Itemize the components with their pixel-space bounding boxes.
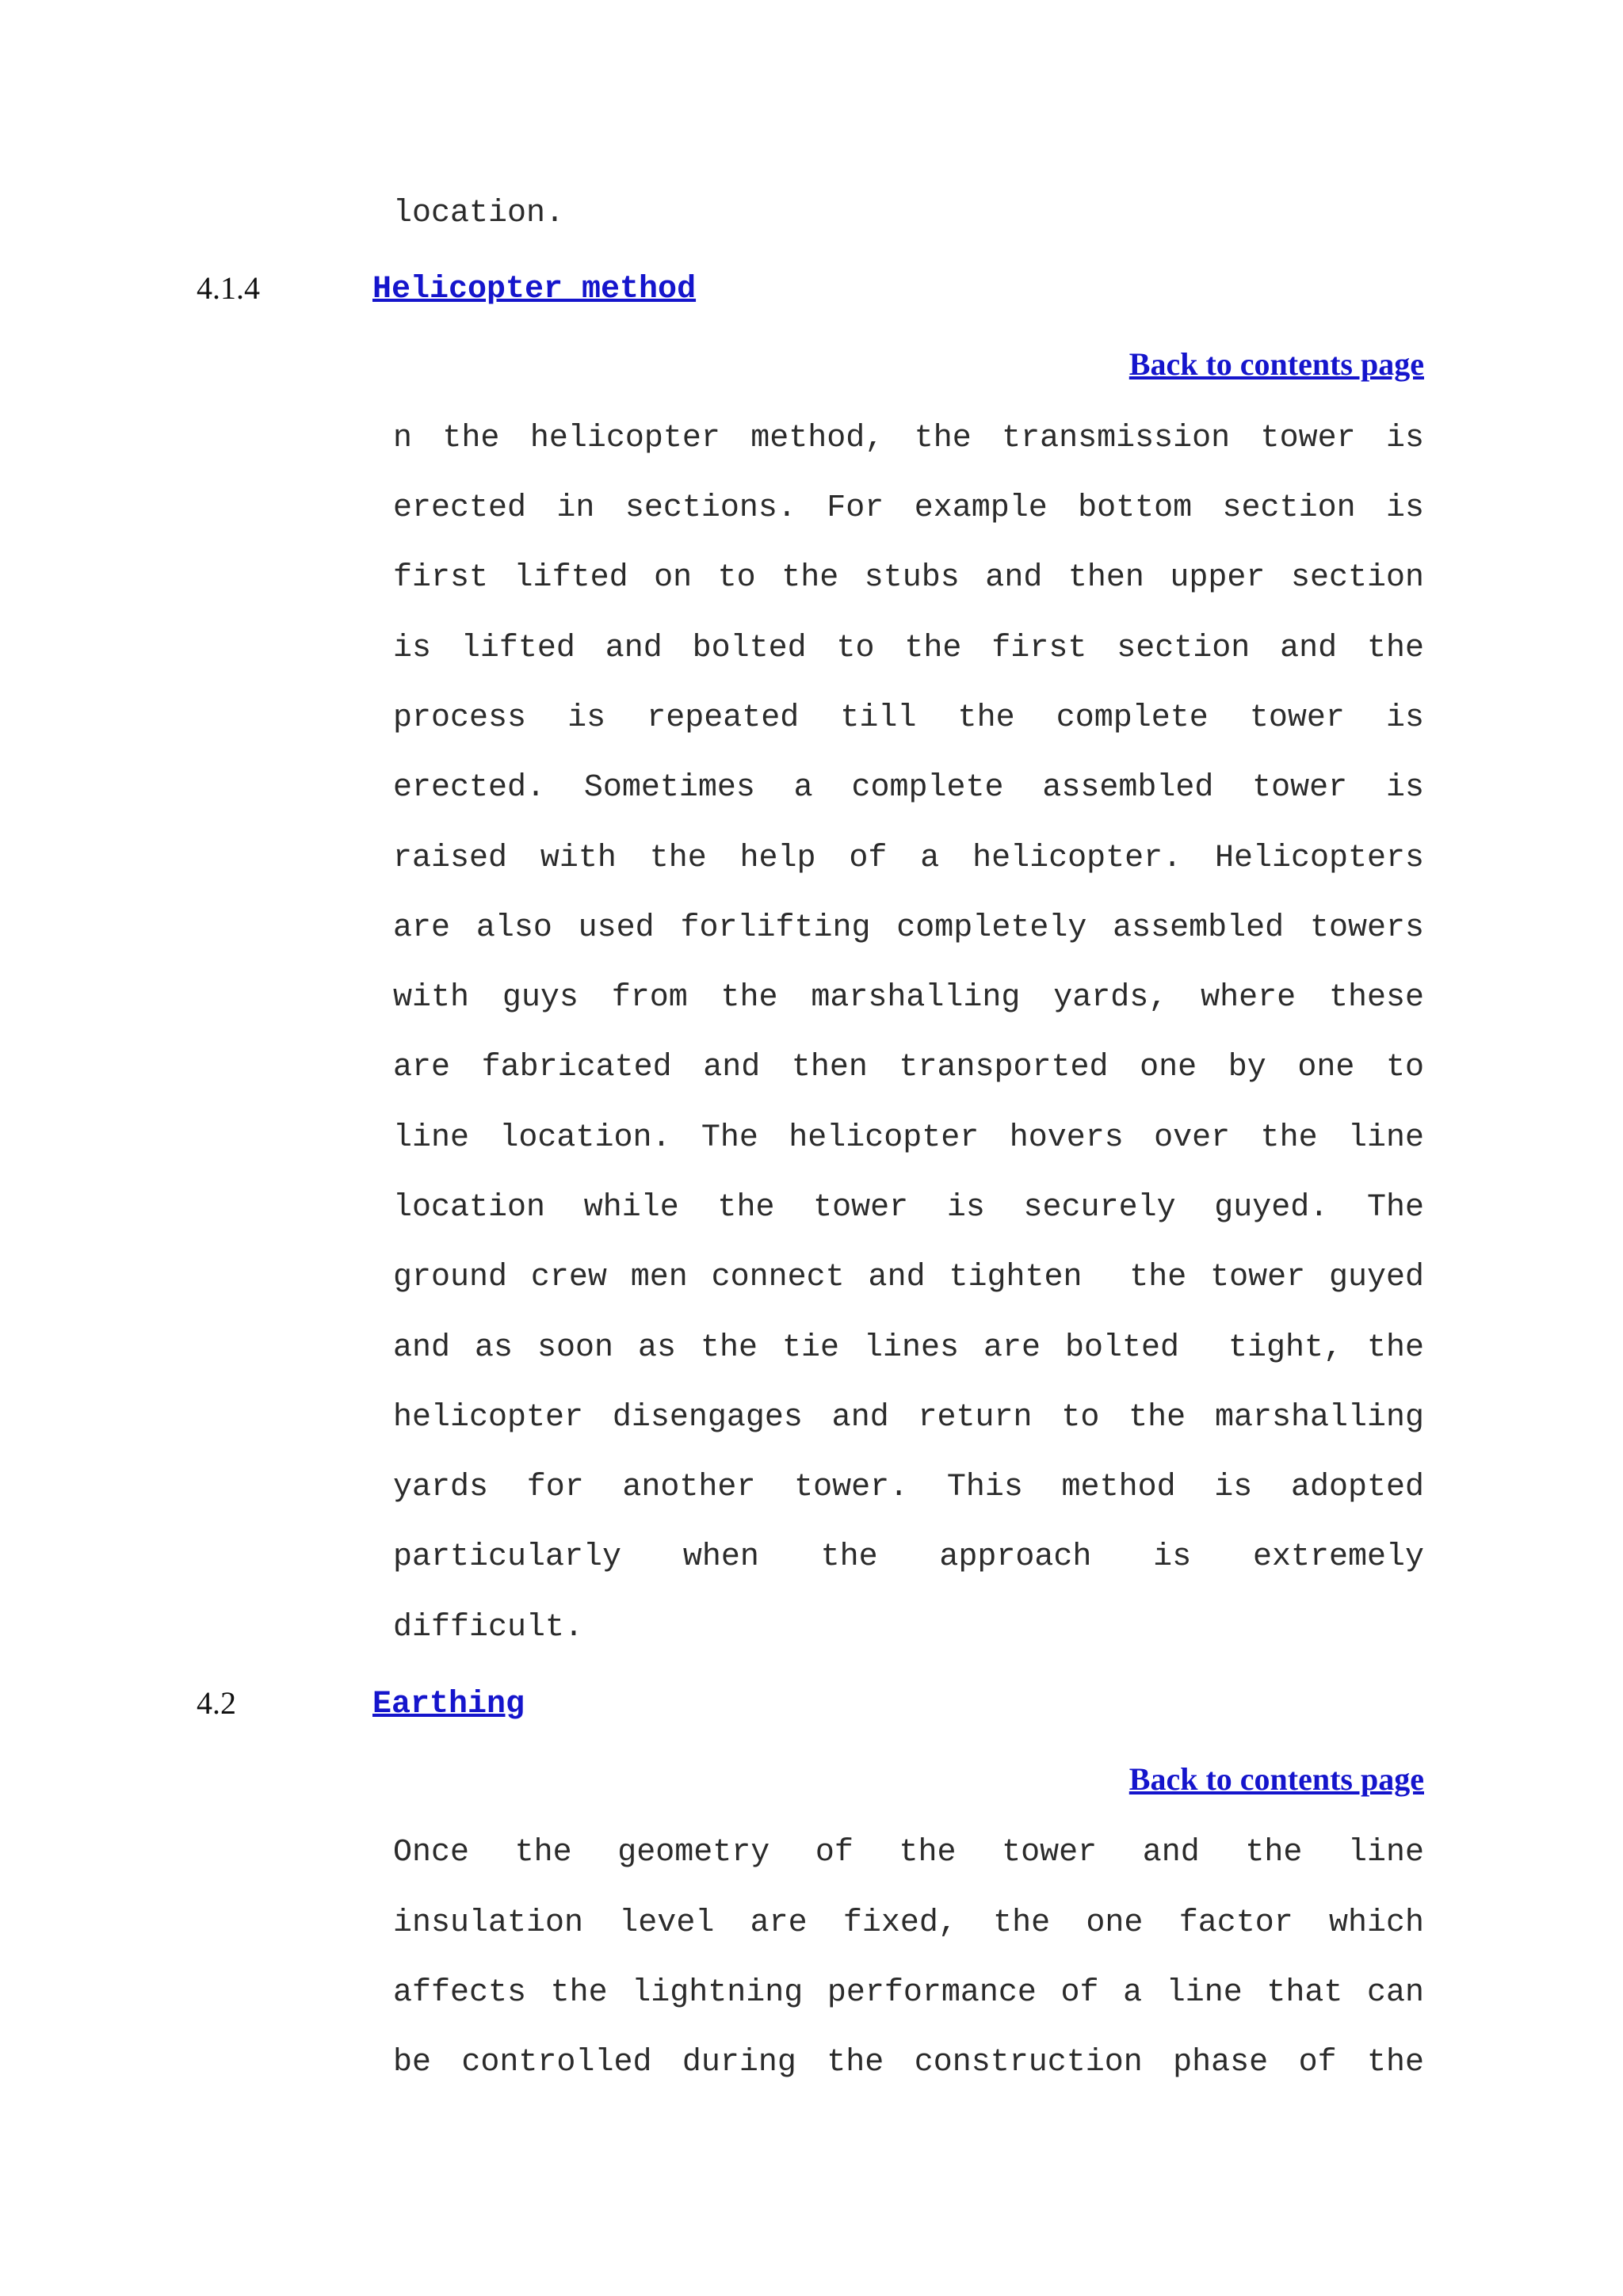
body-text-line: location while the tower is securely guyed. The: [393, 1190, 1424, 1226]
body-text-line: and as soon as the tie lines are bolted tight, the: [393, 1330, 1424, 1366]
body-text-line: n the helicopter method, the transmission tower is: [393, 421, 1424, 456]
body-text-line: Once the geometry of the tower and the line: [393, 1835, 1424, 1871]
back-to-contents-link[interactable]: Back to contents page: [1128, 346, 1424, 382]
body-text-line: helicopter disengages and return to the marshalling: [393, 1400, 1424, 1436]
body-text-line: affects the lightning performance of a line that can: [393, 1975, 1424, 2011]
body-text-line: line location. The helicopter hovers over the line: [393, 1120, 1424, 1156]
body-text-line: with guys from the marshalling yards, where these: [393, 980, 1424, 1016]
body-text-line: first lifted on to the stubs and then upper section: [393, 560, 1424, 596]
body-text-line: raised with the help of a helicopter. Helicopters: [393, 841, 1424, 876]
body-text-line: yards for another tower. This method is adopted: [393, 1470, 1424, 1505]
body-text-line: particularly when the approach is extremely: [393, 1539, 1424, 1575]
body-text-line: location.: [393, 196, 565, 231]
section-heading-link[interactable]: Earthing: [372, 1687, 525, 1722]
body-text-line: erected in sections. For example bottom section is: [393, 490, 1424, 526]
back-to-contents-link[interactable]: Back to contents page: [1128, 1761, 1424, 1797]
body-text-line: is lifted and bolted to the first section and the: [393, 631, 1424, 666]
section-heading-link[interactable]: Helicopter method: [372, 272, 697, 307]
body-text-line: are also used forlifting completely assembled towers: [393, 910, 1424, 946]
body-text-line: erected. Sometimes a complete assembled tower is: [393, 770, 1424, 806]
body-text-line: difficult.: [393, 1610, 584, 1646]
section-number: 4.2: [197, 1685, 236, 1721]
body-text-line: be controlled during the construction phase of the: [393, 2045, 1424, 2081]
body-text-line: are fabricated and then transported one by one to: [393, 1050, 1424, 1085]
body-text-line: process is repeated till the complete tower is: [393, 700, 1424, 736]
body-text-line: ground crew men connect and tighten the tower guyed: [393, 1260, 1424, 1295]
body-text-line: insulation level are fixed, the one factor which: [393, 1905, 1424, 1941]
section-number: 4.1.4: [197, 270, 260, 306]
